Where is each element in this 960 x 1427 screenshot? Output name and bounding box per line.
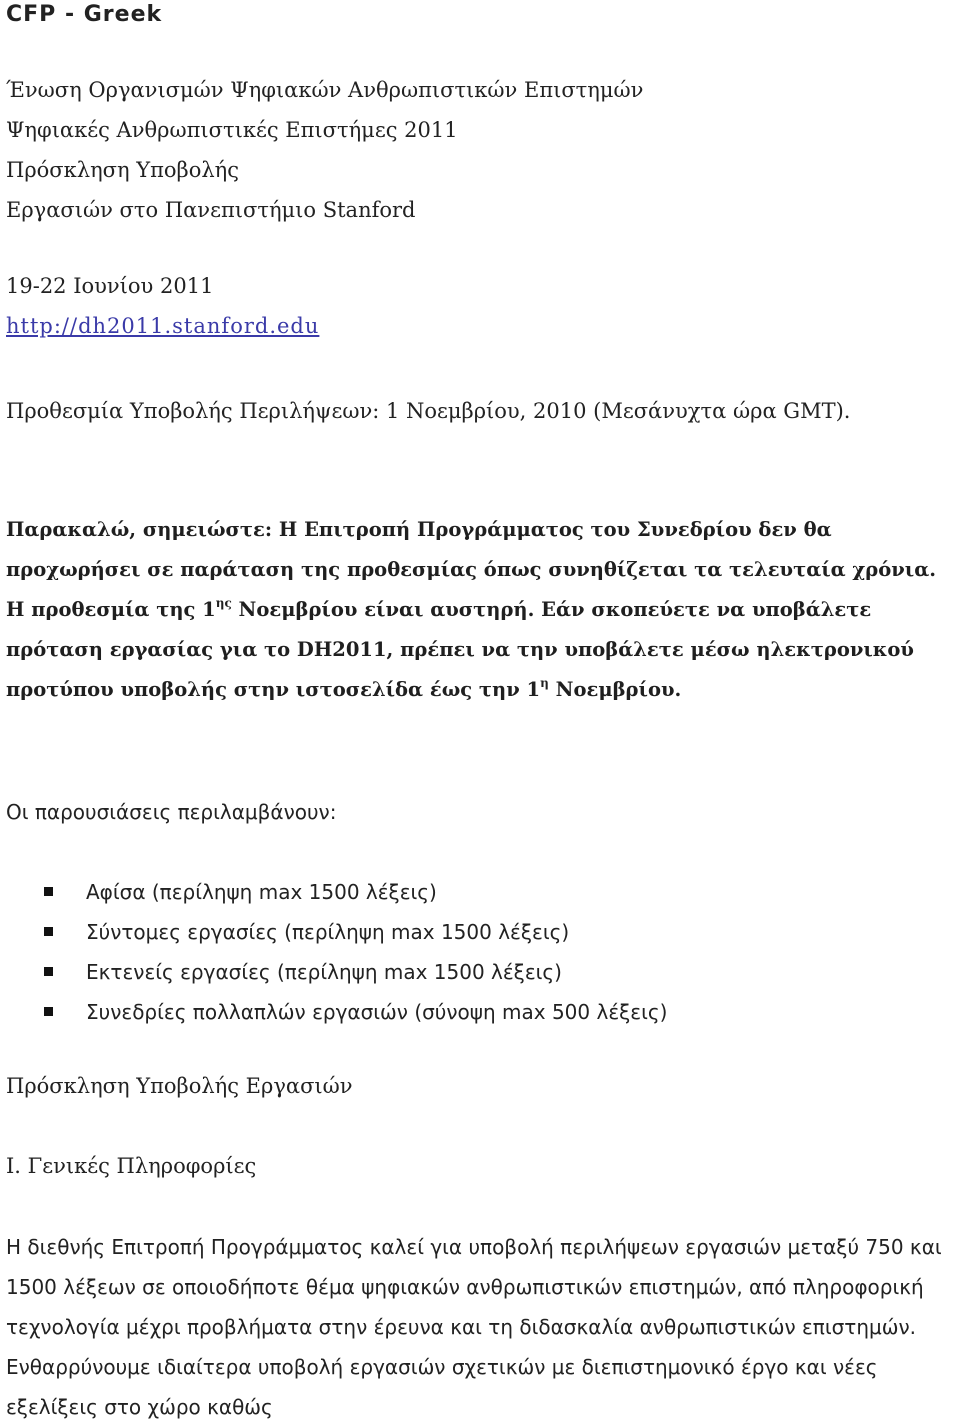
list-item xyxy=(6,912,667,952)
notice-text-3: Νοεμβρίου. xyxy=(548,678,682,701)
notice-text-1: Παρακαλώ, σημειώστε: Η Επιτροπή Προγράμματος του Συνεδρίου δεν θα προχωρήσει σε παράταση της προθεσμίας όπως συνηθίζεται τα τελευταία χρόνια. Η προθεσμία της 1 xyxy=(6,518,936,621)
deadline-notice xyxy=(6,510,951,710)
call-title: Πρόσκληση Υποβολής xyxy=(6,158,239,182)
presentation-types-list xyxy=(6,872,667,1032)
square-bullet-icon xyxy=(44,927,53,936)
conference-header xyxy=(6,70,643,230)
conference-name: Ψηφιακές Ανθρωπιστικές Επιστήμες 2011 xyxy=(6,118,458,142)
list-item xyxy=(6,872,667,912)
notice-superscript-2: η xyxy=(540,676,549,690)
sub-heading: I. Γενικές Πληροφορίες xyxy=(6,1154,257,1178)
square-bullet-icon xyxy=(44,1007,53,1016)
organization-name: Ένωση Οργανισμών Ψηφιακών Ανθρωπιστικών Επιστημών xyxy=(6,78,644,102)
list-item-label: Εκτενείς εργασίες (περίληψη max 1500 λέξεις) xyxy=(86,960,562,984)
conference-dates: 19-22 Ιουνίου 2011 xyxy=(6,274,214,298)
general-info-paragraph: Η διεθνής Επιτροπή Προγράμματος καλεί για υποβολή περιλήψεων εργασιών μεταξύ 750 και 1500 λέξεων σε οποιοδήποτε θέμα ψηφιακών ανθρωπιστικών επιστημών, από πληροφορική τεχνολογία μέχρι προβλήματα στην έρευνα και τη διδασκαλία ανθρωπιστικών επιστημών. Ενθαρρύνουμε ιδιαίτερα υποβολή εργασιών σχετικών με διεπιστημονικό έργο και νέες εξελίξεις στο χώρο καθώς xyxy=(6,1235,942,1419)
list-item xyxy=(6,992,667,1032)
notice-superscript-1: ης xyxy=(215,596,232,610)
abstract-deadline: Προθεσμία Υποβολής Περιλήψεων: 1 Νοεμβρίου, 2010 (Μεσάνυχτα ώρα GMT). xyxy=(6,399,851,423)
list-item xyxy=(6,952,667,992)
section-heading: Πρόσκληση Υποβολής Εργασιών xyxy=(6,1074,353,1098)
square-bullet-icon xyxy=(44,887,53,896)
list-item-label: Σύντομες εργασίες (περίληψη max 1500 λέξεις) xyxy=(86,920,570,944)
notice-text-2: Νοεμβρίου είναι αυστηρή. Εάν σκοπεύετε να υποβάλετε πρόταση εργασίας για το DH2011, πρέπει να την υποβάλετε μέσω ηλεκτρονικού προτύπου υποβολής στην ιστοσελίδα έως την 1 xyxy=(6,598,914,701)
document-title: CFP - Greek xyxy=(6,2,163,27)
list-item-label: Αφίσα (περίληψη max 1500 λέξεις) xyxy=(86,880,437,904)
conference-website-link[interactable]: http://dh2011.stanford.edu xyxy=(6,314,320,338)
square-bullet-icon xyxy=(44,967,53,976)
list-item-label: Συνεδρίες πολλαπλών εργασιών (σύνοψη max 500 λέξεις) xyxy=(86,1000,668,1024)
call-location: Εργασιών στο Πανεπιστήμιο Stanford xyxy=(6,198,416,222)
presentations-intro: Οι παρουσιάσεις περιλαμβάνουν: xyxy=(6,800,337,824)
